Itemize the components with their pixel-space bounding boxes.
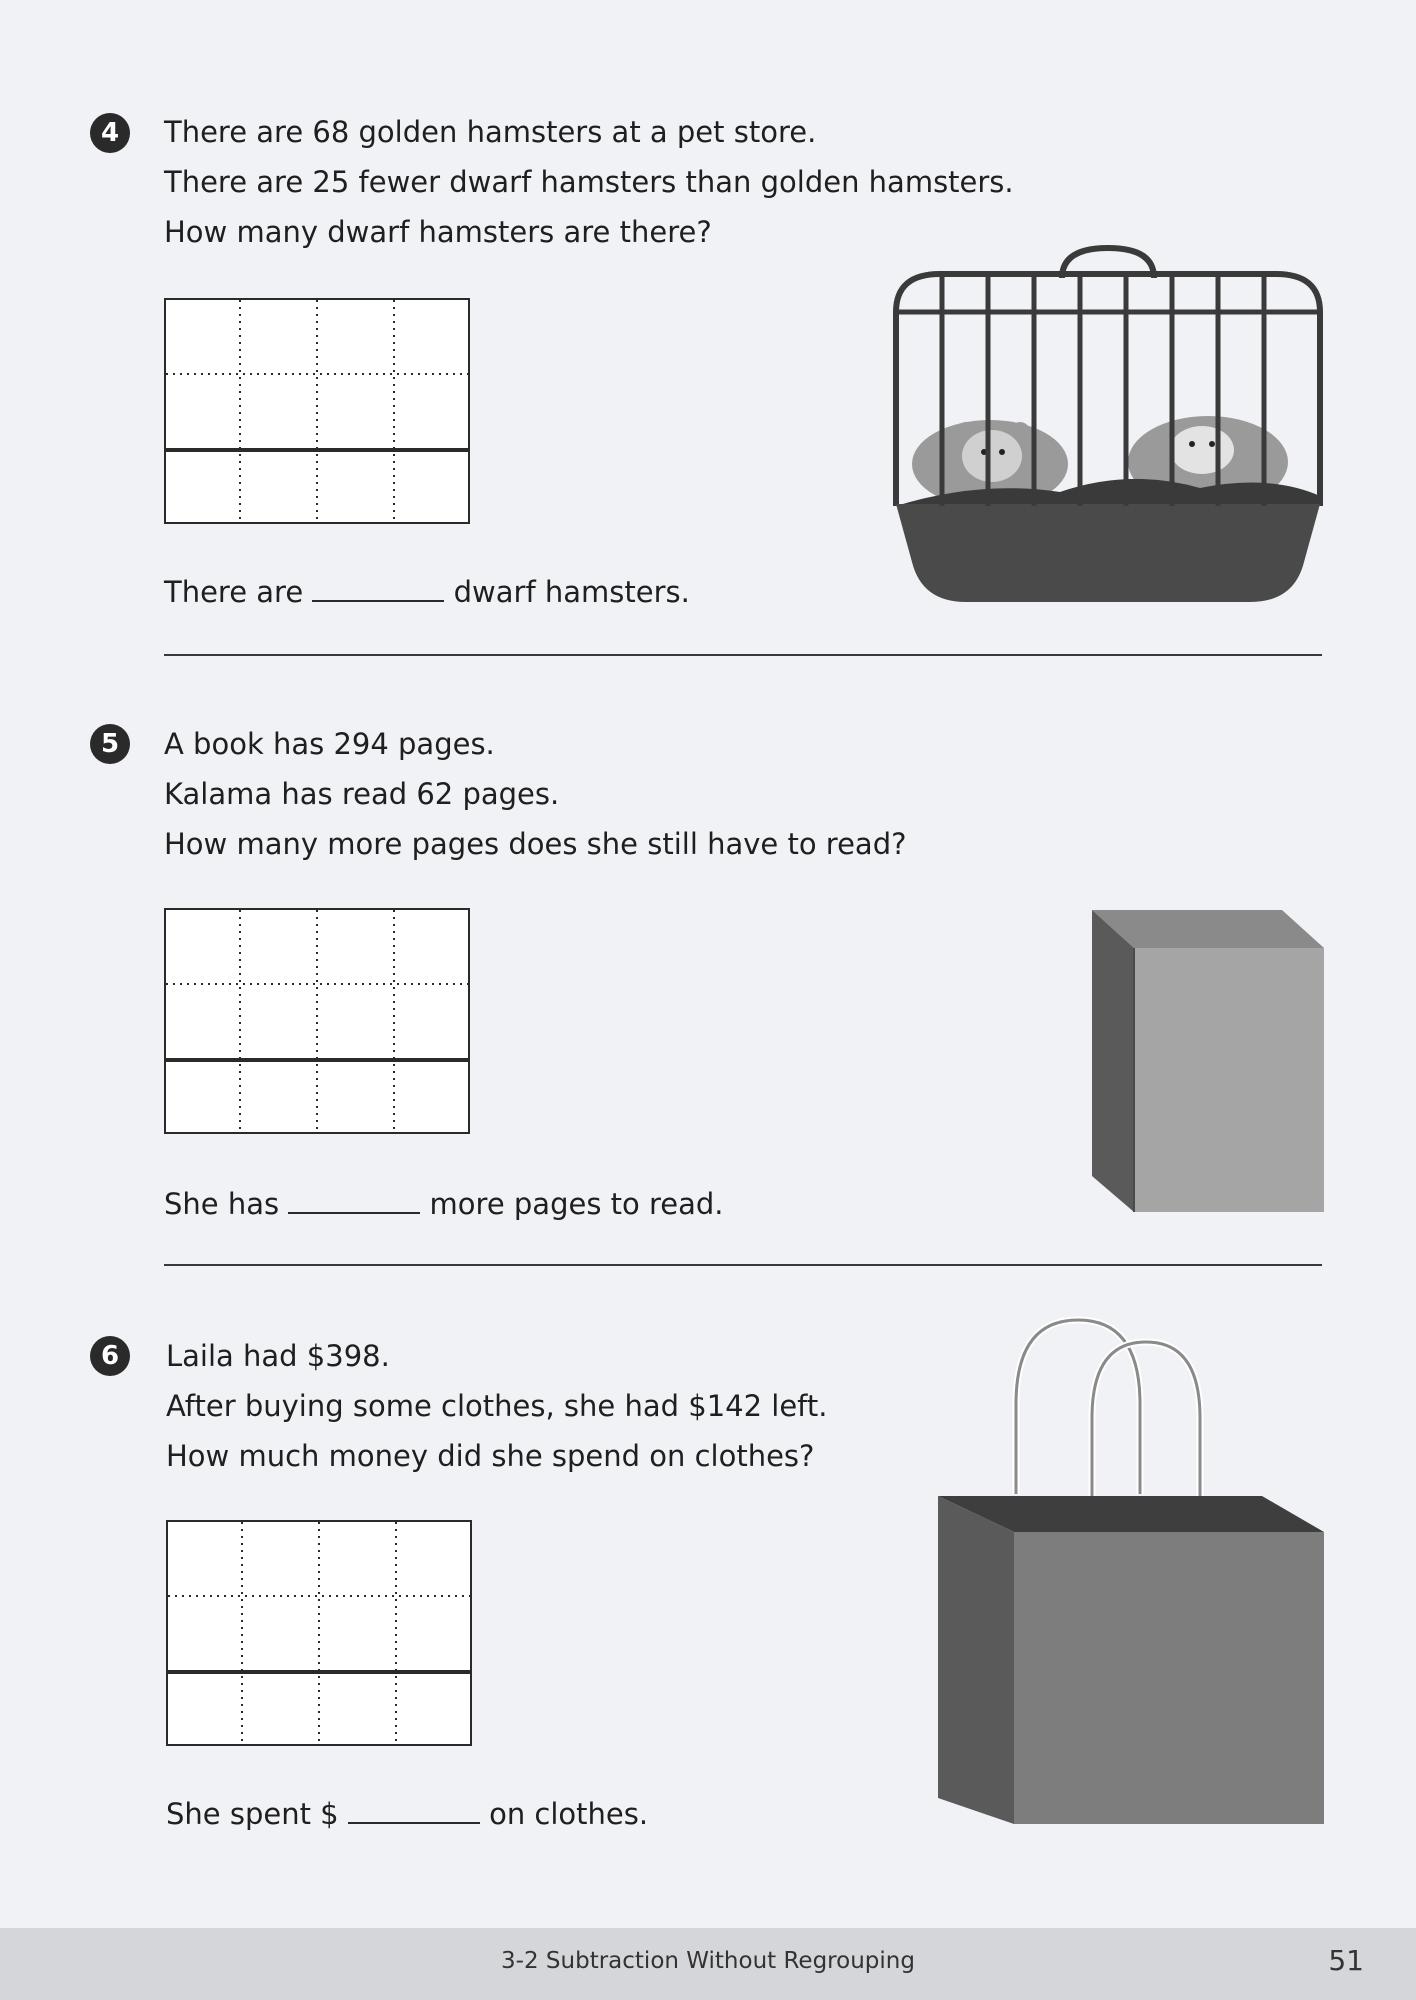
answer-6-blank[interactable] bbox=[348, 1796, 480, 1824]
question-4-line-3: How many dwarf hamsters are there? bbox=[164, 215, 712, 249]
shopping-bag-icon bbox=[936, 1314, 1326, 1826]
answer-sentence-6 bbox=[166, 1796, 648, 1832]
question-6-line-3: How much money did she spend on clothes? bbox=[166, 1439, 815, 1473]
work-grid-5[interactable] bbox=[164, 908, 470, 1134]
hamster-cage-icon bbox=[890, 244, 1326, 606]
work-grid-6[interactable] bbox=[166, 1520, 472, 1746]
answer-6-prefix: She spent $ bbox=[166, 1797, 339, 1831]
answer-5-blank[interactable] bbox=[288, 1186, 420, 1214]
page-footer bbox=[0, 1928, 1416, 2000]
question-number-5: 5 bbox=[90, 724, 130, 764]
answer-4-prefix: There are bbox=[164, 575, 304, 609]
question-5-line-1: A book has 294 pages. bbox=[164, 727, 495, 761]
answer-sentence-5 bbox=[164, 1186, 724, 1222]
book-icon bbox=[1088, 906, 1326, 1216]
answer-6-suffix: on clothes. bbox=[489, 1797, 649, 1831]
section-title: 3-2 Subtraction Without Regrouping bbox=[501, 1948, 915, 1974]
page-number: 51 bbox=[1328, 1944, 1364, 1977]
question-5-line-2: Kalama has read 62 pages. bbox=[164, 777, 560, 811]
question-number-6: 6 bbox=[90, 1336, 130, 1376]
work-grid-4[interactable] bbox=[164, 298, 470, 524]
answer-4-suffix: dwarf hamsters. bbox=[453, 575, 690, 609]
question-4-line-2: There are 25 fewer dwarf hamsters than golden hamsters. bbox=[164, 165, 1014, 199]
answer-5-prefix: She has bbox=[164, 1187, 280, 1221]
question-6-line-2: After buying some clothes, she had $142 left. bbox=[166, 1389, 828, 1423]
section-divider-2 bbox=[164, 1264, 1322, 1266]
question-4-line-1: There are 68 golden hamsters at a pet store. bbox=[164, 115, 817, 149]
answer-5-suffix: more pages to read. bbox=[429, 1187, 724, 1221]
question-6-line-1: Laila had $398. bbox=[166, 1339, 390, 1373]
question-5-line-3: How many more pages does she still have to read? bbox=[164, 827, 907, 861]
answer-4-blank[interactable] bbox=[312, 574, 444, 602]
section-divider-1 bbox=[164, 654, 1322, 656]
question-number-4: 4 bbox=[90, 113, 130, 153]
answer-sentence-4 bbox=[164, 574, 690, 610]
